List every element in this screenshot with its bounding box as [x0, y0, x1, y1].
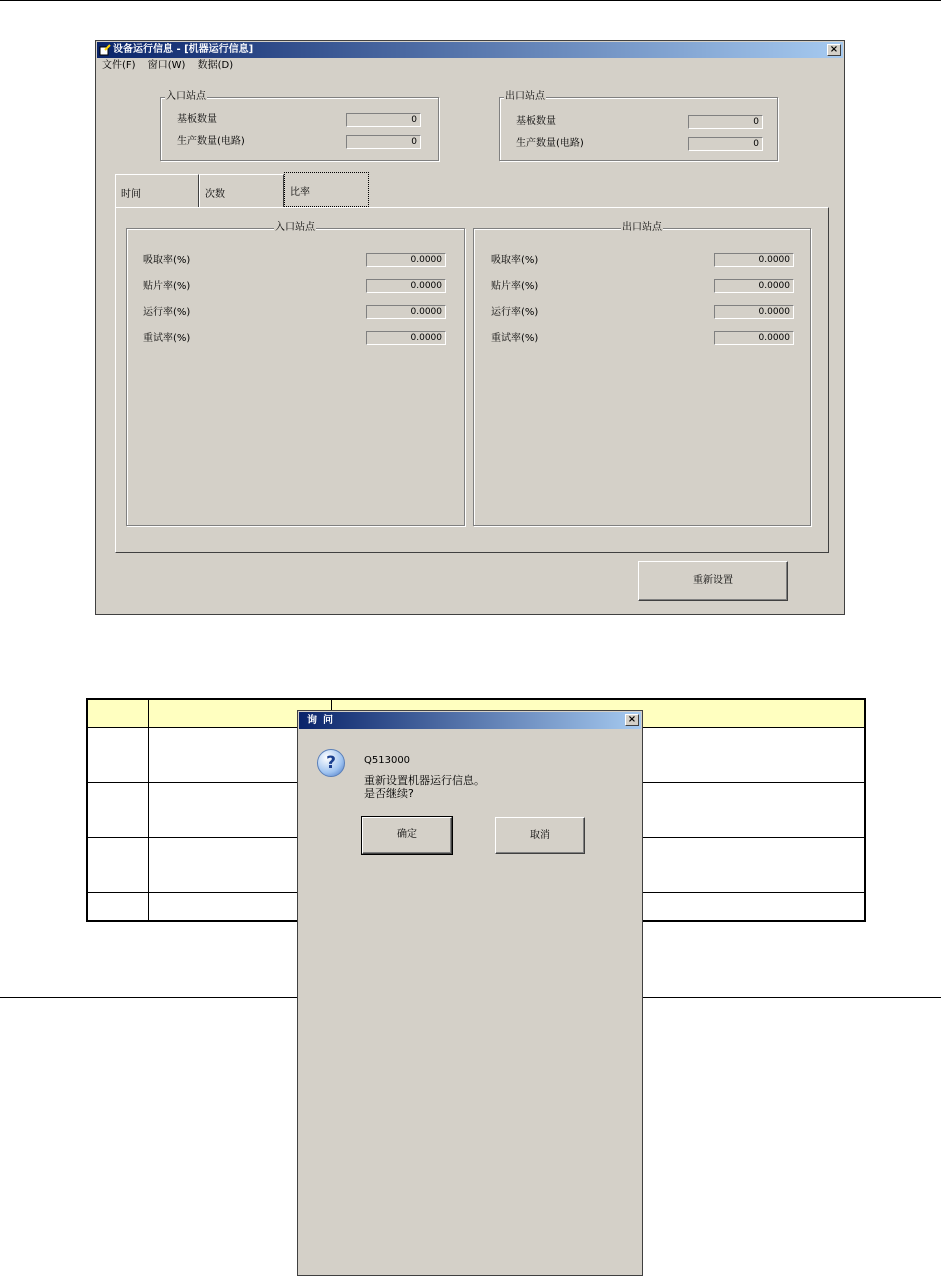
- menu-bar: [102, 59, 242, 72]
- table-cell: [87, 728, 149, 783]
- entry-station-group: [160, 91, 439, 161]
- exit-run-rate-label: 运行率(%): [491, 307, 539, 318]
- exit-ratio-group: [473, 222, 811, 526]
- window-close-button[interactable]: [827, 44, 841, 56]
- exit-production-value: 0: [753, 139, 759, 149]
- exit-retry-rate-value: 0.0000: [758, 333, 790, 343]
- ok-button[interactable]: [362, 817, 452, 854]
- app-icon: [99, 44, 111, 56]
- entry-ratio-label: 入口站点: [275, 222, 315, 233]
- entry-station-label: 入口站点: [166, 91, 206, 102]
- exit-retry-rate-field: [714, 331, 794, 345]
- entry-run-rate-field: [366, 305, 446, 319]
- exit-station-label: 出口站点: [505, 91, 545, 102]
- table-cell: [87, 838, 149, 893]
- dialog-message-line2: 是否继续?: [364, 787, 414, 800]
- cancel-button-label: 取消: [530, 830, 550, 841]
- exit-pickup-rate-value: 0.0000: [758, 255, 790, 265]
- entry-retry-rate-label: 重试率(%): [143, 333, 191, 344]
- entry-placement-rate-label: 贴片率(%): [143, 281, 191, 292]
- reset-button-label: 重新设置: [693, 575, 733, 586]
- exit-run-rate-value: 0.0000: [758, 307, 790, 317]
- exit-board-count-field: [688, 115, 763, 129]
- dialog-close-button[interactable]: [625, 714, 639, 726]
- menu-window[interactable]: 窗口(W): [147, 60, 186, 71]
- entry-production-label: 生产数量(电路): [177, 136, 245, 147]
- tab-time-label: 时间: [121, 189, 141, 200]
- entry-board-count-label: 基板数量: [177, 114, 217, 125]
- exit-pickup-rate-label: 吸取率(%): [491, 255, 539, 266]
- entry-pickup-rate-value: 0.0000: [410, 255, 442, 265]
- dialog-message-code: Q513000: [364, 755, 411, 766]
- entry-production-value: 0: [411, 137, 417, 147]
- question-icon: ?: [317, 749, 345, 777]
- machine-info-window: [95, 40, 845, 615]
- exit-placement-rate-value: 0.0000: [758, 281, 790, 291]
- close-icon: ×: [627, 714, 637, 725]
- dialog-title-bar[interactable]: [299, 712, 641, 729]
- tab-ratio[interactable]: [284, 172, 369, 207]
- entry-placement-rate-value: 0.0000: [410, 281, 442, 291]
- tab-ratio-label: 比率: [290, 187, 310, 198]
- exit-pickup-rate-field: [714, 253, 794, 267]
- exit-station-group: [499, 91, 778, 161]
- entry-production-field: [346, 135, 421, 149]
- menu-data[interactable]: 数据(D): [197, 60, 234, 71]
- entry-board-count-field: [346, 113, 421, 127]
- tab-count[interactable]: [199, 174, 284, 207]
- exit-ratio-label: 出口站点: [622, 222, 662, 233]
- reset-button[interactable]: [638, 561, 788, 601]
- exit-placement-rate-label: 贴片率(%): [491, 281, 539, 292]
- entry-retry-rate-value: 0.0000: [410, 333, 442, 343]
- table-cell: [87, 783, 149, 838]
- entry-run-rate-label: 运行率(%): [143, 307, 191, 318]
- entry-board-count-value: 0: [411, 115, 417, 125]
- window-title-bar[interactable]: [97, 42, 843, 58]
- entry-pickup-rate-label: 吸取率(%): [143, 255, 191, 266]
- confirm-dialog: [297, 710, 643, 1276]
- exit-placement-rate-field: [714, 279, 794, 293]
- top-rule: [0, 0, 941, 1]
- dialog-message-line1: 重新设置机器运行信息。: [364, 774, 485, 787]
- entry-pickup-rate-field: [366, 253, 446, 267]
- ok-button-label: 确定: [397, 829, 417, 840]
- entry-placement-rate-field: [366, 279, 446, 293]
- exit-production-field: [688, 137, 763, 151]
- table-cell: [87, 893, 149, 922]
- exit-retry-rate-label: 重试率(%): [491, 333, 539, 344]
- cancel-button[interactable]: [495, 817, 585, 854]
- entry-retry-rate-field: [366, 331, 446, 345]
- table-header-cell: [87, 699, 149, 728]
- exit-board-count-label: 基板数量: [516, 116, 556, 127]
- entry-run-rate-value: 0.0000: [410, 307, 442, 317]
- exit-run-rate-field: [714, 305, 794, 319]
- menu-file[interactable]: 文件(F): [102, 60, 136, 71]
- window-title: 设备运行信息 - [机器运行信息]: [113, 44, 254, 55]
- close-icon: ×: [829, 44, 839, 55]
- tab-time[interactable]: [115, 174, 199, 207]
- dialog-title: 询问: [307, 715, 339, 726]
- exit-production-label: 生产数量(电路): [516, 138, 584, 149]
- exit-board-count-value: 0: [753, 117, 759, 127]
- ratio-tab-panel: [115, 207, 829, 553]
- tab-count-label: 次数: [205, 189, 225, 200]
- entry-ratio-group: [126, 222, 465, 526]
